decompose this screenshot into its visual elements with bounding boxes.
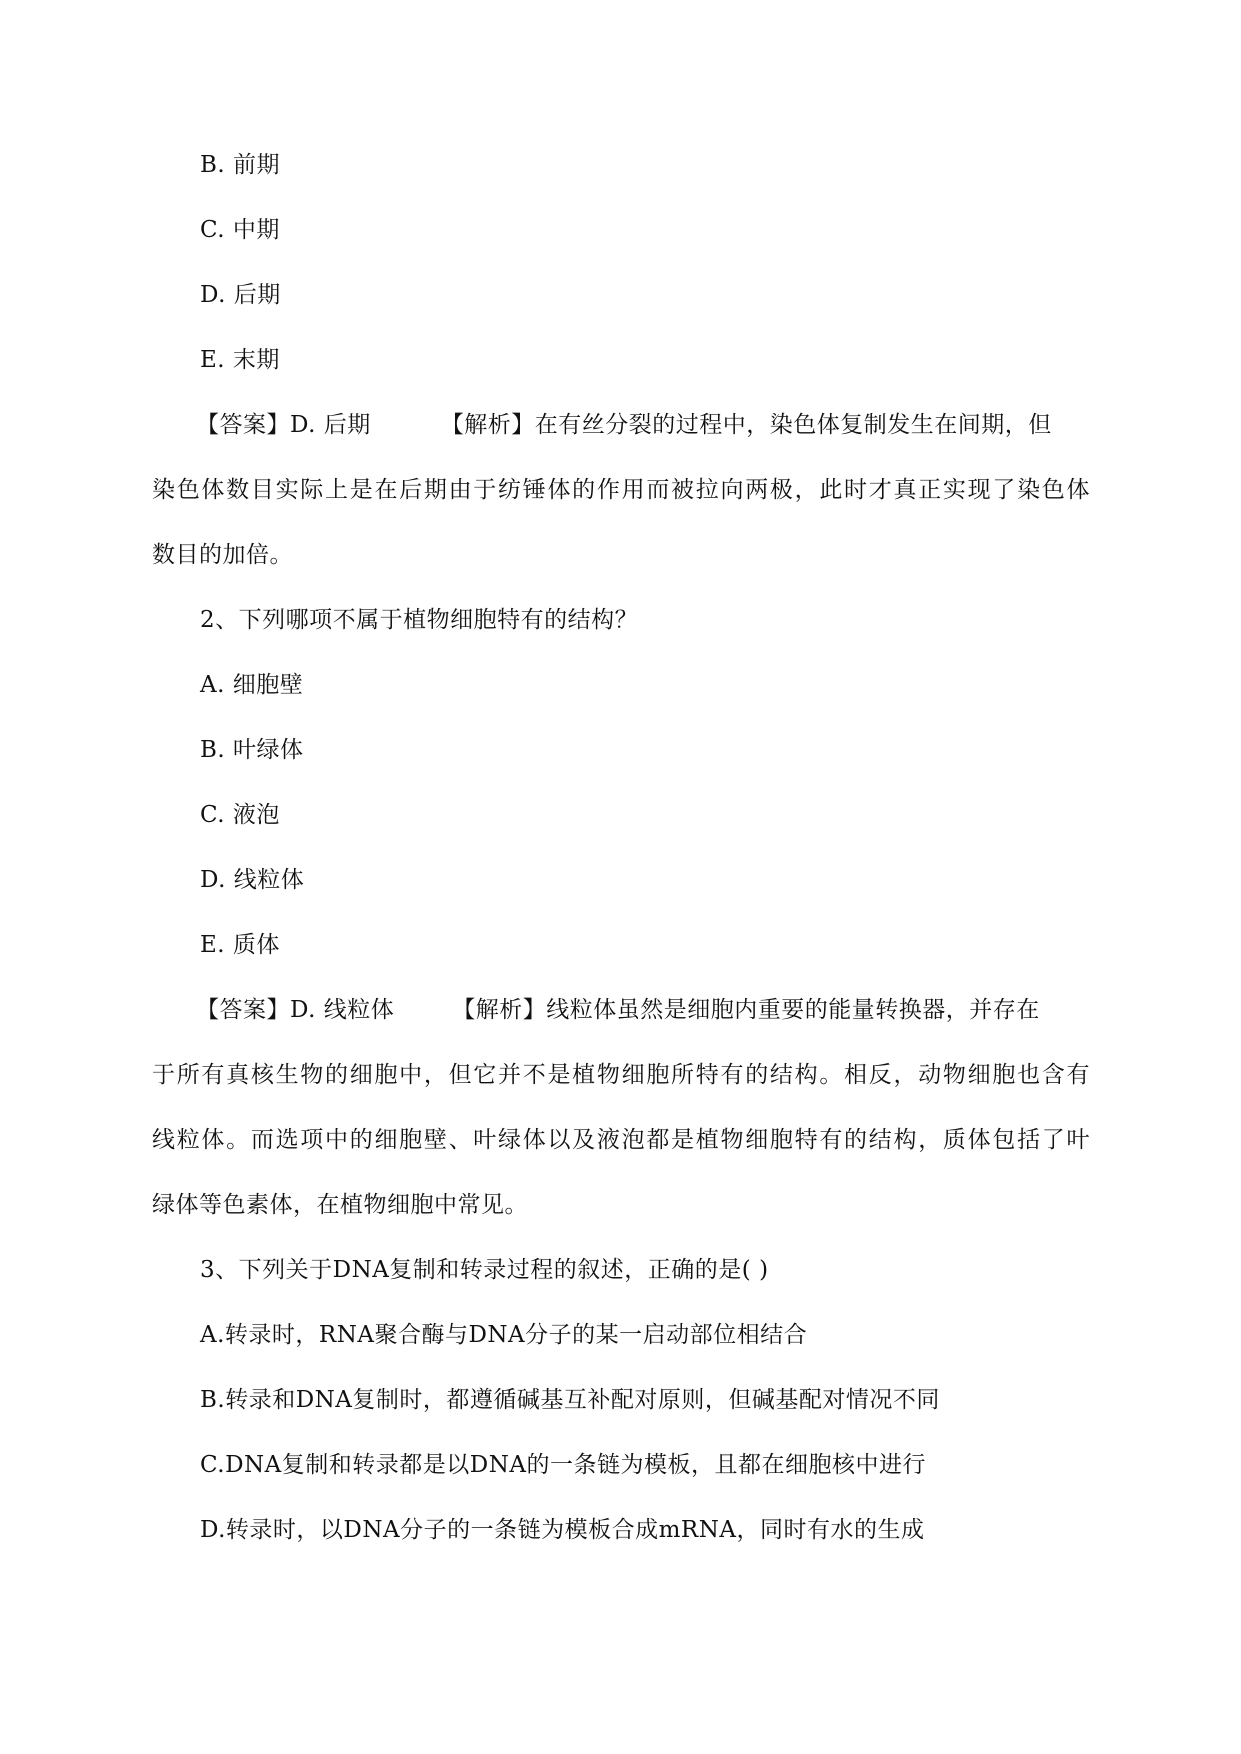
- q1-option-c: C. 中期: [200, 217, 280, 243]
- q3-option-d: D.转录时，以DNA分子的一条链为模板合成mRNA，同时有水的生成: [200, 1517, 925, 1543]
- q2-answer: 【答案】D. 线粒体: [196, 997, 395, 1023]
- q1-answer: 【答案】D. 后期: [196, 412, 371, 438]
- q2-option-c: C. 液泡: [200, 802, 280, 828]
- q1-option-b: B. 前期: [200, 152, 281, 178]
- q2-option-b: B. 叶绿体: [200, 737, 304, 763]
- q2-option-a: A. 细胞壁: [200, 672, 304, 698]
- q3-option-c: C.DNA复制和转录都是以DNA的一条链为模板，且都在细胞核中进行: [200, 1452, 926, 1478]
- q3-option-b: B.转录和DNA复制时，都遵循碱基互补配对原则，但碱基配对情况不同: [200, 1387, 940, 1413]
- q3-question: 3、下列关于DNA复制和转录过程的叙述，正确的是( ): [200, 1257, 769, 1283]
- q1-option-d: D. 后期: [200, 282, 281, 308]
- q2-analysis-line-3: 线粒体。而选项中的细胞壁、叶绿体以及液泡都是植物细胞特有的结构，质体包括了叶: [152, 1127, 1090, 1153]
- q1-analysis-line-1: 【解析】在有丝分裂的过程中，染色体复制发生在间期，但: [440, 412, 1052, 438]
- q2-option-d: D. 线粒体: [200, 867, 305, 893]
- q1-analysis-line-2: 染色体数目实际上是在后期由于纺锤体的作用而被拉向两极，此时才真正实现了染色体: [152, 477, 1090, 503]
- q3-option-a: A.转录时，RNA聚合酶与DNA分子的某一启动部位相结合: [200, 1322, 808, 1348]
- q2-option-e: E. 质体: [200, 932, 280, 958]
- q2-answer-line: [196, 995, 1040, 1025]
- q2-question: 2、下列哪项不属于植物细胞特有的结构？: [200, 607, 639, 633]
- q1-option-e: E. 末期: [200, 347, 280, 373]
- q2-analysis-line-1: 【解析】线粒体虽然是细胞内重要的能量转换器，并存在: [452, 997, 1040, 1023]
- q2-analysis-line-4: 绿体等色素体，在植物细胞中常见。: [152, 1192, 528, 1218]
- q2-analysis-line-2: 于所有真核生物的细胞中，但它并不是植物细胞所特有的结构。相反，动物细胞也含有: [152, 1062, 1090, 1088]
- q1-analysis-line-3: 数目的加倍。: [152, 542, 293, 568]
- q1-answer-line: [196, 410, 1052, 440]
